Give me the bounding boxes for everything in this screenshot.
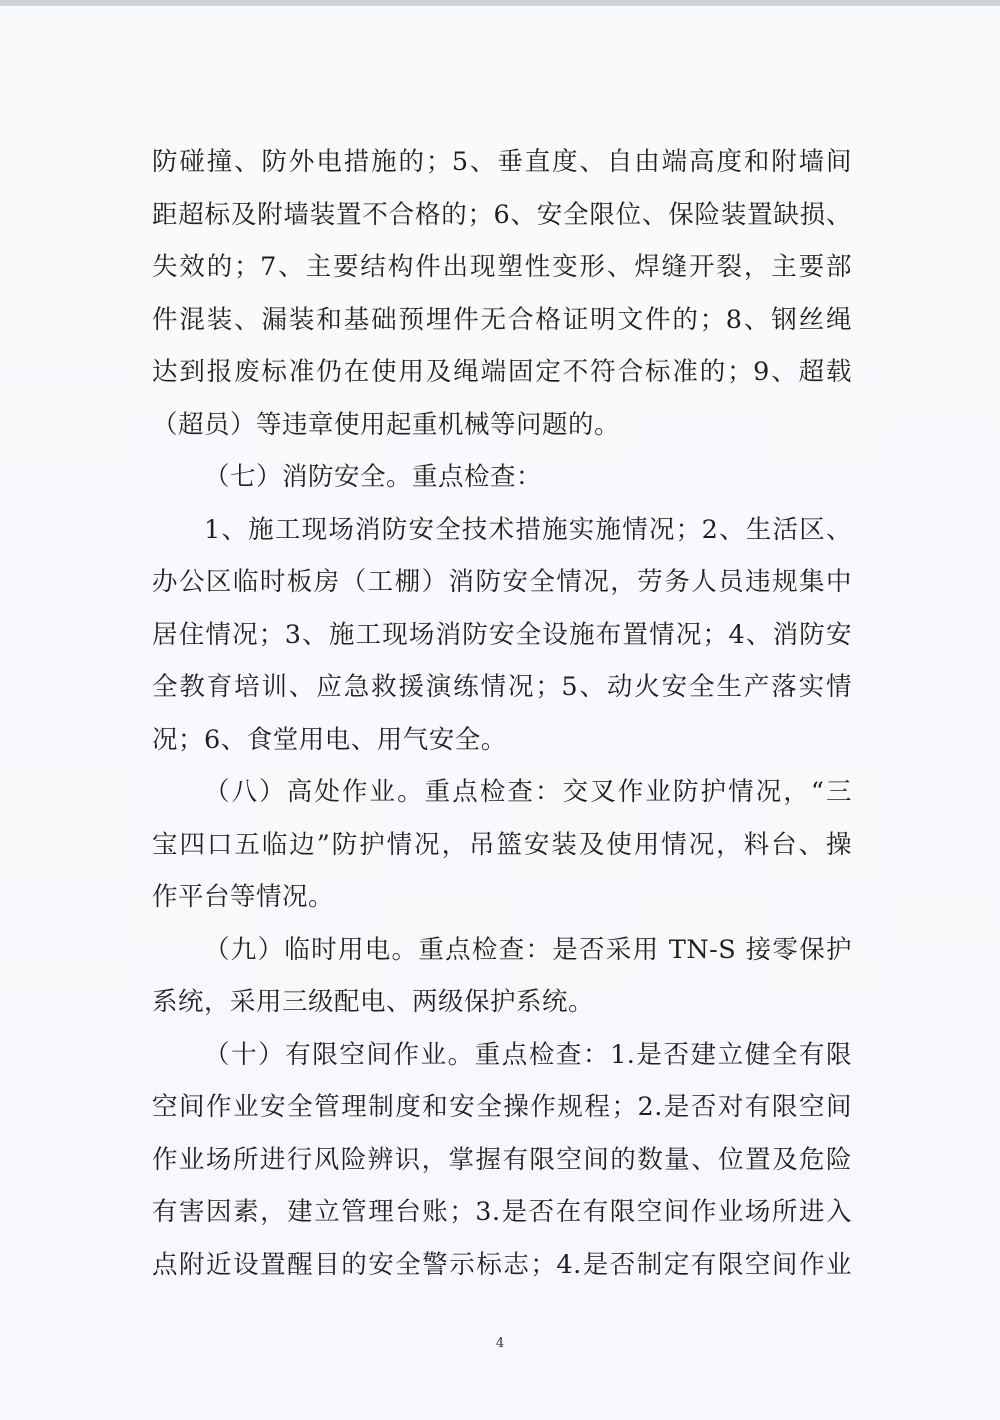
text-line-12: 况；6、食堂用电、用气安全。 bbox=[152, 724, 507, 755]
text-line-9: 办公区临时板房（工棚）消防安全情况，劳务人员违规集中 bbox=[152, 567, 852, 597]
text-line-20: 作业场所进行风险辨识，掌握有限空间的数量、位置及危险 bbox=[152, 1144, 852, 1175]
text-line-10: 居住情况；3、施工现场消防安全设施布置情况；4、消防安 bbox=[152, 619, 852, 650]
text-line-21: 有害因素，建立管理台账；3.是否在有限空间作业场所进入 bbox=[152, 1197, 852, 1227]
text-line-15: 作平台等情况。 bbox=[152, 882, 335, 912]
section-heading-confined-space: （十）有限空间作业。重点检查：1.是否建立健全有限 bbox=[204, 1039, 852, 1070]
section-heading-work-at-height: （八）高处作业。重点检查：交叉作业防护情况，“三 bbox=[204, 777, 852, 807]
body-text bbox=[152, 136, 852, 1291]
text-line-19: 空间作业安全管理制度和安全操作规程；2.是否对有限空间 bbox=[152, 1092, 852, 1122]
text-line-6: （超员）等违章使用起重机械等问题的。 bbox=[152, 409, 621, 440]
section-heading-temporary-power: （九）临时用电。重点检查：是否采用 TN-S 接零保护 bbox=[204, 934, 852, 965]
document-page bbox=[0, 6, 1000, 1420]
page-number: 4 bbox=[495, 1336, 505, 1351]
text-line-5: 达到报废标准仍在使用及绳端固定不符合标准的；9、超载 bbox=[152, 357, 852, 387]
text-line-22: 点附近设置醒目的安全警示标志；4.是否制定有限空间作业 bbox=[152, 1249, 852, 1280]
text-line-1: 防碰撞、防外电措施的；5、垂直度、自由端高度和附墙间 bbox=[152, 147, 852, 177]
text-line-2: 距超标及附墙装置不合格的；6、安全限位、保险装置缺损、 bbox=[152, 199, 852, 230]
text-line-3: 失效的；7、主要结构件出现塑性变形、焊缝开裂，主要部 bbox=[152, 252, 852, 282]
section-heading-fire-safety: （七）消防安全。重点检查： bbox=[204, 462, 543, 492]
text-line-11: 全教育培训、应急救援演练情况；5、动火安全生产落实情 bbox=[152, 672, 852, 702]
text-line-14: 宝四口五临边”防护情况，吊篮安装及使用情况，料台、操 bbox=[152, 829, 852, 860]
text-line-8: 1、施工现场消防安全技术措施实施情况；2、生活区、 bbox=[204, 514, 852, 545]
text-line-4: 件混装、漏装和基础预埋件无合格证明文件的；8、钢丝绳 bbox=[152, 304, 852, 335]
text-line-17: 系统，采用三级配电、两级保护系统。 bbox=[152, 987, 595, 1017]
